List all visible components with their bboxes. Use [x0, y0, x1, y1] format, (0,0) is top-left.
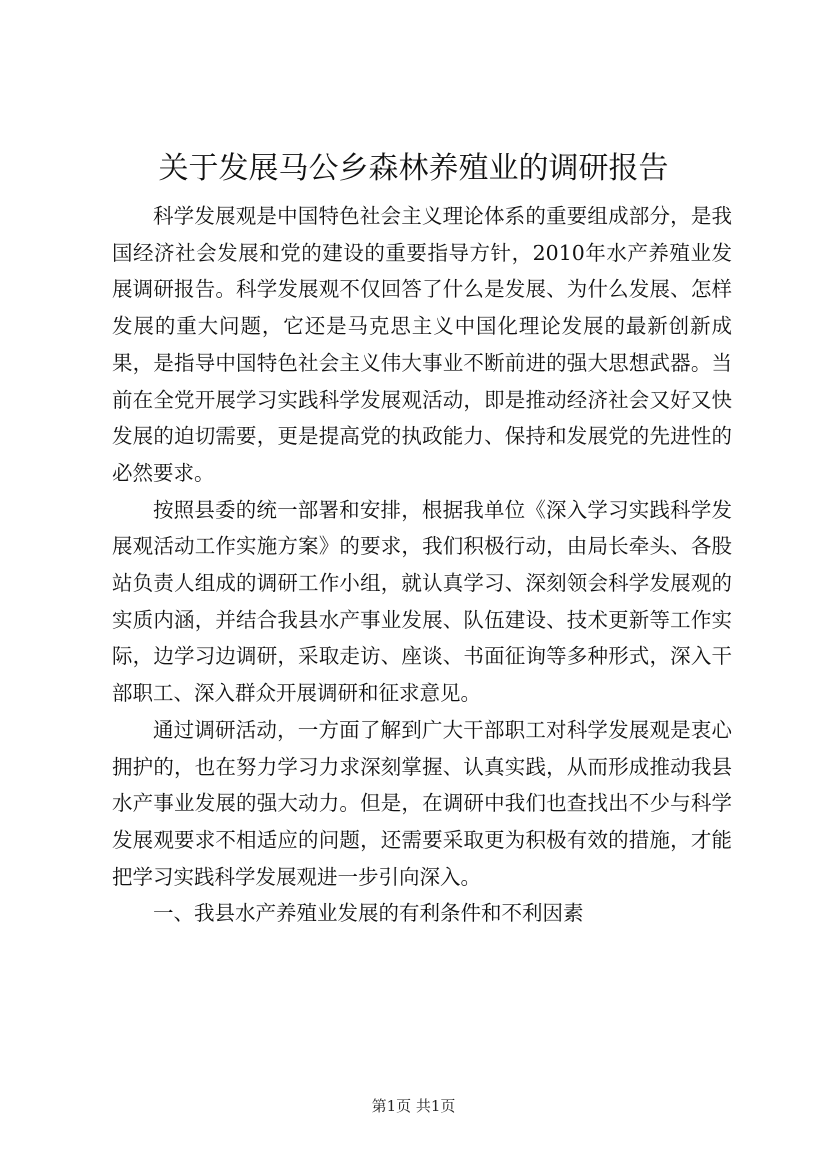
paragraph: 按照县委的统一部署和安排，根据我单位《深入学习实践科学发展观活动工作实施方案》的要求，我们积极行动，由局长牵头、各股站负责人组成的调研工作小组，就认真学习、深刻领会科学发展观的实质内涵，并结合我县水产事业发展、队伍建设、技术更新等工作实际，边学习边调研，采取走访、座谈、书面征询等多种形式，深入干部职工、深入群众开展调研和征求意见。: [112, 497, 732, 706]
paragraph: 科学发展观是中国特色社会主义理论体系的重要组成部分，是我国经济社会发展和党的建设的重要指导方针，2010年水产养殖业发展调研报告。科学发展观不仅回答了什么是发展、为什么发展、怎样发展的重大问题，它还是马克思主义中国化理论发展的最新创新成果，是指导中国特色社会主义伟大事业不断前进的强大思想武器。当前在全党开展学习实践科学发展观活动，即是推动经济社会又好又快发展的迫切需要，更是提高党的执政能力、保持和发展党的先进性的必然要求。: [112, 204, 732, 485]
document-body: [112, 198, 732, 932]
document-title: 关于发展马公乡森林养殖业的调研报告: [158, 151, 669, 186]
section-heading: 一、我县水产养殖业发展的有利条件和不利因素: [153, 901, 584, 926]
paragraph: 通过调研活动，一方面了解到广大干部职工对科学发展观是衷心拥护的，也在努力学习力求深刻掌握、认真实践，从而形成推动我县水产事业发展的强大动力。但是，在调研中我们也查找出不少与科学发展观要求不相适应的问题，还需要采取更为积极有效的措施，才能把学习实践科学发展观进一步引向深入。: [112, 717, 732, 889]
page-number: 第1页 共1页: [371, 1097, 456, 1115]
